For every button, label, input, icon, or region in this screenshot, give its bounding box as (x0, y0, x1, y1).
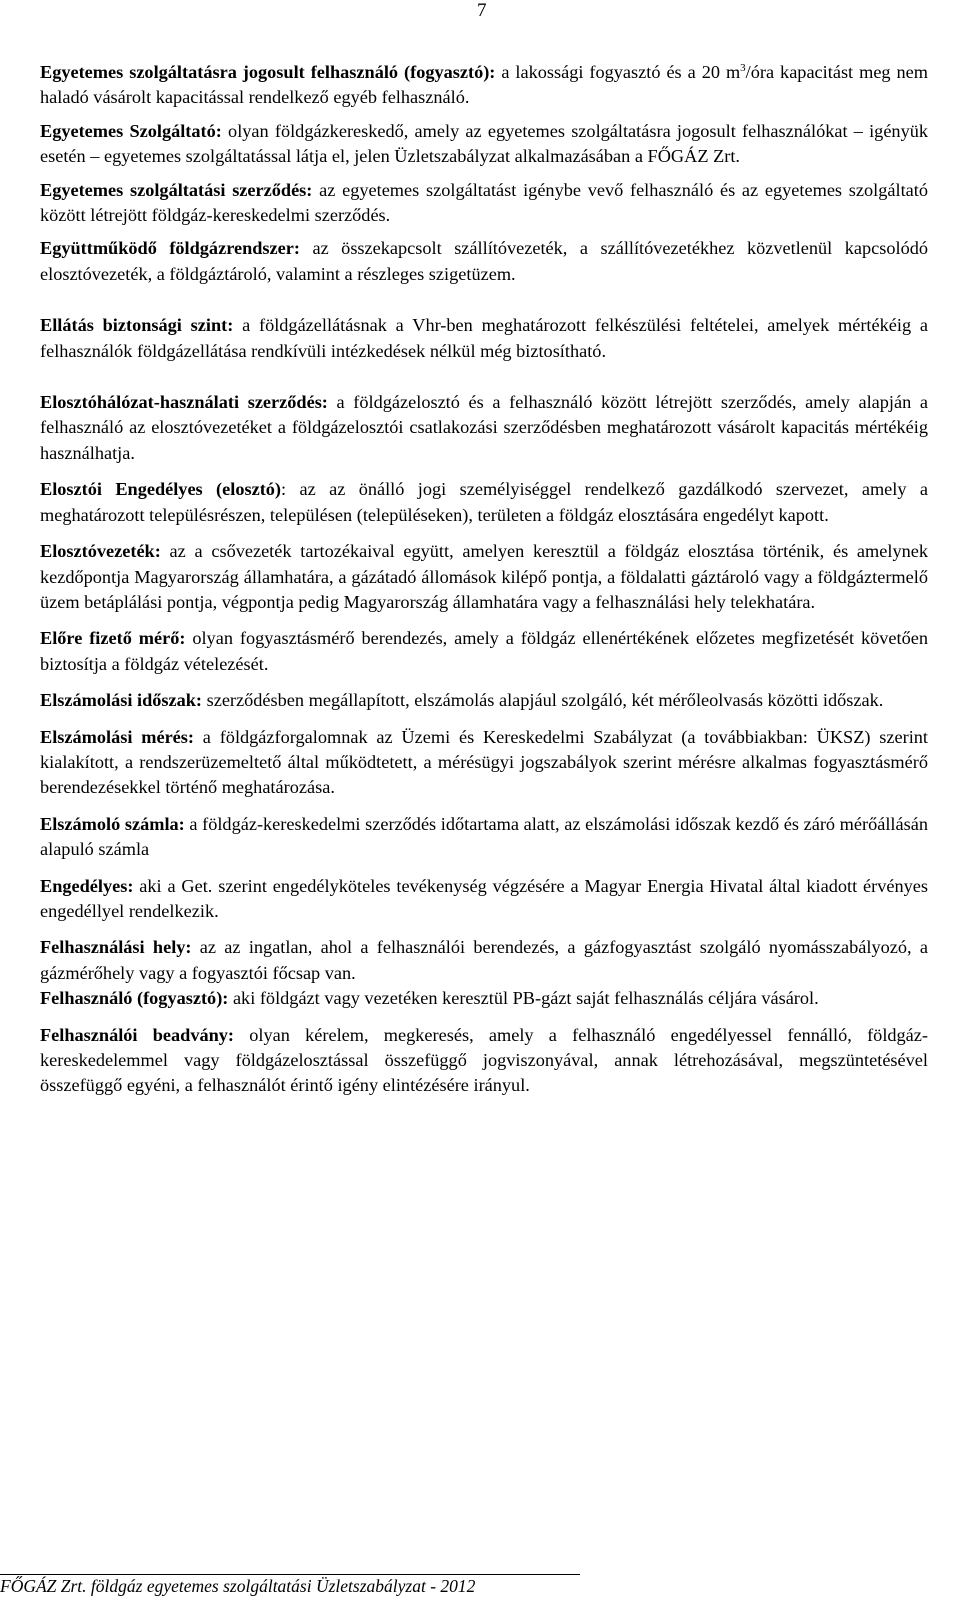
definition-egyuttmukodo-foldgazrendszer (40, 236, 928, 287)
definition-term: Felhasználói beadvány: (40, 1024, 235, 1045)
definition-text: /óra kapacitást meg nem haladó vásárolt kapacitással rendelkező egyéb felhasználó. (40, 62, 929, 108)
definition-term: Elszámolási mérés: (40, 726, 194, 747)
definition-term: Előre fizető mérő: (40, 628, 186, 649)
superscript: 3 (740, 61, 746, 74)
definition-text: : az az önálló jogi személyiséggel rendelkező gazdálkodó szervezet, amely a meghatározott településrészen, településen (településeken), területen a földgáz elosztására engedélyt kapott. (40, 479, 928, 525)
definition-elszamolasi-meres (40, 725, 928, 801)
definition-term: Felhasználó (fogyasztó): (40, 988, 229, 1009)
definition-text: a földgáz-kereskedelmi szerződés időtartama alatt, az elszámolási időszak kezdő és záró mérőállásán alapuló számla (40, 813, 928, 860)
definition-term: Elosztóhálózat-használati szerződés: (40, 392, 328, 413)
definition-text: szerződésben megállapított, elszámolás alapjául szolgáló, két mérőleolvasás közötti időszak. (202, 690, 884, 711)
definition-text: az a csővezeték tartozékaival együtt, amelyen keresztül a földgáz elosztása történik, és amelynek kezdőpontja Magyarország államhatára, a gázátadó állomások kilépő pontja, a földalatti gáztároló vagy a földgáztermelő üzem betáplálási pontja, végpontja pedig Magyarország államhatára vagy a felhasználási hely telekhatára. (40, 541, 928, 612)
definition-term: Engedélyes: (40, 875, 134, 896)
definition-elosztoi-engedelyes (40, 477, 928, 528)
definition-text: a földgázellátásnak a Vhr-ben meghatározott felkészülési feltételei, amelyek mértékéig a felhasználók földgázellátása rendkívüli intézkedések nélkül még biztosítható. (40, 315, 929, 361)
definition-elosztovezetek (40, 539, 928, 615)
definition-elszamolasi-idoszak (40, 688, 928, 713)
definition-egyetemes-szolgaltatasra-jogosult (40, 60, 928, 111)
definition-text: olyan fogyasztásmérő berendezés, amely a földgáz ellenértékének előzetes megfizetését követően biztosítja a földgáz vételezését. (40, 628, 928, 674)
definition-text: olyan földgázkereskedő, amely az egyetemes szolgáltatásra jogosult felhasználókat – igényük esetén – egyetemes szolgáltatással látja el, jelen Üzletszabályzat alkalmazásában a FŐGÁZ Zrt. (40, 120, 928, 167)
definition-engedelyes (40, 874, 928, 925)
definition-text: a földgázelosztó és a felhasználó között létrejött szerződés, amely alapján a felhasználó az elosztóvezetéket a földgázelosztói csatlakozási szerződésben meghatározott vásárolt kapacitás mértékéig használhatja. (40, 392, 928, 463)
definition-term: Egyetemes Szolgáltató: (40, 120, 222, 141)
definition-term: Ellátás biztonsági szint: (40, 315, 234, 336)
definition-term: Felhasználási hely: (40, 937, 192, 958)
definition-term: Egyetemes szolgáltatásra jogosult felhasználó (fogyasztó): (40, 62, 496, 82)
definition-term: Elosztói Engedélyes (elosztó) (40, 479, 282, 500)
definition-term: Elszámoló számla: (40, 813, 185, 834)
definition-term: Együttműködő földgázrendszer: (40, 238, 300, 259)
definition-term: Elszámolási időszak: (40, 690, 203, 711)
page-footer: FŐGÁZ Zrt. földgáz egyetemes szolgáltatási Üzletszabályzat - 2012 (0, 1574, 580, 1597)
definition-term: Egyetemes szolgáltatási szerződés: (40, 179, 313, 200)
definition-felhasznaloi-beadvany (40, 1023, 928, 1099)
definitions-list (40, 60, 928, 1099)
definition-felhasznalo (40, 986, 928, 1011)
page-number: 7 (477, 0, 487, 21)
definition-elore-fizeto-mero (40, 626, 928, 677)
definition-text: az egyetemes szolgáltatást igénybe vevő felhasználó és az egyetemes szolgáltató között létrejött földgáz-kereskedelmi szerződés. (40, 179, 928, 226)
definition-text: az az ingatlan, ahol a felhasználói berendezés, a gázfogyasztást szolgáló nyomásszabályozó, a gázmérőhely vagy a fogyasztói főcsap van. (40, 937, 928, 983)
definition-text: a földgázforgalomnak az Üzemi és Kereskedelmi Szabályzat (a továbbiakban: ÜKSZ) szerint kialakított, a rendszerüzemeltető által működtetett, a mérésügyi jogszabályok szerint mérésre alkalmas fogyasztásmérő berendezésekkel történő meghatározása. (40, 726, 928, 798)
definition-ellatas-biztonsagi-szint (40, 313, 928, 364)
definition-felhasznalasi-hely (40, 935, 928, 986)
definition-term: Elosztóvezeték: (40, 541, 161, 562)
definition-egyetemes-szolgaltatasi-szerzodes (40, 178, 928, 229)
definition-egyetemes-szolgaltato (40, 119, 928, 170)
definition-elszamolo-szamla (40, 812, 928, 863)
definition-elosztohalozat-hasznalati-szerzodes (40, 390, 928, 466)
definition-text: aki földgázt vagy vezetéken keresztül PB-gázt saját felhasználás céljára vásárol. (228, 988, 819, 1009)
definition-text: a lakossági fogyasztó és a 20 m (495, 62, 741, 82)
definition-text: olyan kérelem, megkeresés, amely a felhasználó engedélyessel fennálló, földgáz-kereskedelemmel vagy földgázelosztással összefüggő jogviszonyával, annak létrehozásával, megszüntetésével összefüggő egyéni, a felhasználót érintő igény elintézésére irányul. (40, 1024, 928, 1096)
definition-text: az összekapcsolt szállítóvezeték, a szállítóvezetékhez közvetlenül kapcsolódó elosztóvezeték, a földgáztároló, valamint a részleges szigetüzem. (40, 238, 928, 284)
definition-text: aki a Get. szerint engedélyköteles tevékenység végzésére a Magyar Energia Hivatal által kiadott érvényes engedéllyel rendelkezik. (40, 875, 928, 921)
